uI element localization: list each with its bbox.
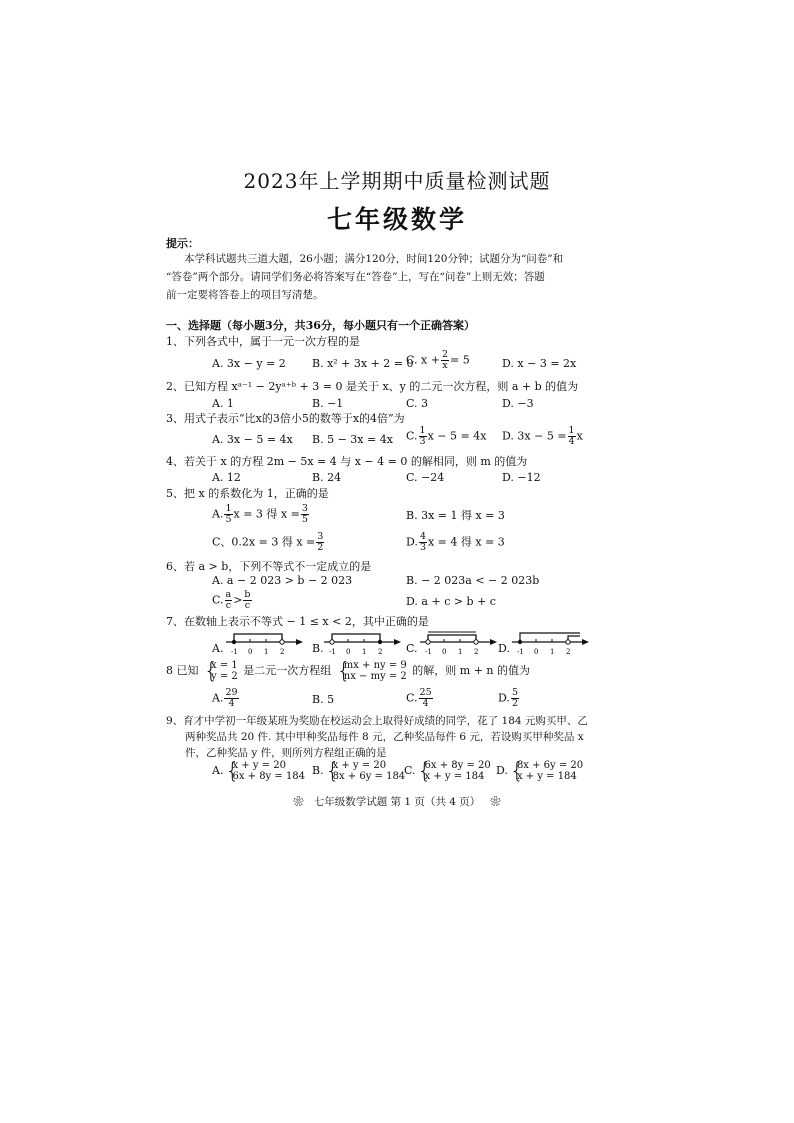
question-3-option-d: D. 3x − 5 = $\frac{1}{4}$ x	[502, 425, 583, 447]
question-2-stem: 2、已知方程 xᵃ⁻¹ − 2yᵃ⁺ᵇ + 3 = 0 是关于 x、y 的二元一次方程，则 a + b 的值为	[166, 380, 579, 393]
equation-system: { mx + ny = 9 nx − my = 2	[336, 659, 407, 684]
tick-label: -1	[517, 648, 524, 656]
solution-system: { x = 1 y = 2	[204, 659, 238, 684]
question-9-option-c: C. { 6x + 8y = 20 x + y = 184	[404, 759, 491, 784]
question-1-option-b: B. x² + 3x + 2 = 0	[312, 357, 414, 370]
tick-label: 1	[458, 648, 463, 656]
question-8-option-b: B. 5	[312, 693, 335, 706]
question-9-option-d: D. { 8x + 6y = 20 x + y = 184	[496, 759, 584, 784]
question-5-stem: 5、把 x 的系数化为 1，正确的是	[166, 487, 329, 500]
page-footer	[0, 794, 794, 809]
question-2-option-d: D. −3	[502, 397, 534, 410]
question-4-option-b: B. 24	[312, 471, 342, 484]
question-2-option-c: C. 3	[406, 397, 429, 410]
question-9-line-3: 件，乙种奖品 y 件，则所列方程组正确的是	[185, 747, 387, 759]
question-8-option-d: D. $\frac{5}{2}$	[498, 687, 518, 709]
tips-line-3: 前一定要将答卷上的项目写清楚。	[166, 289, 324, 301]
question-7-option-c: C.	[406, 642, 418, 655]
question-2-option-b: B. −1	[312, 397, 344, 410]
question-4-option-a: A. 12	[212, 471, 241, 484]
question-7-option-a: A.	[212, 642, 224, 655]
question-7-stem: 7、在数轴上表示不等式 − 1 ≤ x < 2，其中正确的是	[166, 615, 429, 628]
question-6-stem: 6、若 a > b，下列不等式不一定成立的是	[166, 560, 372, 573]
section-heading: 一、选择题（每小题3分，共36分，每小题只有一个正确答案）	[166, 319, 475, 332]
question-6-option-b: B. − 2 023a < − 2 023b	[406, 574, 540, 587]
question-4-stem: 4、若关于 x 的方程 2m − 5x = 4 与 x − 4 = 0 的解相同，则 m 的值为	[166, 455, 528, 468]
question-3-stem: 3、用式子表示“比x的3倍小5的数等于x的4倍”为	[166, 412, 405, 425]
tick-label: -1	[231, 648, 238, 656]
footer-text: 七年级数学试题 第 1 页（共 4 页）	[313, 796, 481, 808]
number-line-c	[418, 630, 498, 658]
question-1-stem: 1、下列各式中，属于一元一次方程的是	[166, 335, 360, 348]
question-7-option-b: B.	[312, 642, 324, 655]
question-6-option-c: C. $\frac{a}{c}$ > $\frac{b}{c}$	[212, 589, 251, 611]
tips-line-2: “答卷”两个部分。请同学们务必将答案写在“答卷”上，写在“问卷”上则无效；答题	[166, 271, 545, 283]
question-4-option-c: C. −24	[406, 471, 445, 484]
tick-label: -1	[425, 648, 432, 656]
question-6-option-d: D. a + c > b + c	[406, 595, 496, 608]
question-3-option-b: B. 5 − 3x = 4x	[312, 433, 393, 446]
question-8-stem: 8 已知 { x = 1 y = 2 是二元一次方程组 { mx + ny = 9 nx − my = 2 的解，则 m + n 的值为	[166, 659, 531, 684]
question-1-option-a: A. 3x − y = 2	[212, 357, 286, 370]
question-5-option-c: C、0.2x = 3 得 x = $\frac{3}{2}$	[212, 531, 324, 553]
exam-subject: 七年级数学	[326, 205, 467, 234]
question-8-option-a: A. $\frac{29}{4}$	[212, 687, 238, 709]
question-9-option-b: B. { x + y = 20 8x + 6y = 184	[312, 759, 406, 784]
tick-label: 1	[264, 648, 269, 656]
question-3-option-c: C. $\frac{1}{3}$ x − 5 = 4x	[406, 425, 487, 447]
question-5-option-d: D. $\frac{4}{3}$ x = 4 得 x = 3	[406, 531, 505, 553]
tick-label: -1	[329, 648, 336, 656]
tick-label: 2	[566, 648, 571, 656]
question-2-option-a: A. 1	[212, 397, 234, 410]
tick-label: 0	[534, 648, 539, 656]
question-9-line-1: 9、育才中学初一年级某班为奖励在校运动会上取得好成绩的同学，花了 184 元购买甲、乙	[166, 715, 588, 727]
question-9-option-a: A. { x + y = 20 6x + 8y = 184	[212, 759, 306, 784]
question-1-option-c: C. x + $\frac{2}{x}$ = 5	[406, 349, 470, 371]
question-5-option-b: B. 3x = 1 得 x = 3	[406, 509, 505, 522]
tick-label: 0	[248, 648, 253, 656]
question-1-option-d: D. x − 3 = 2x	[502, 357, 577, 370]
tick-label: 0	[442, 648, 447, 656]
question-4-option-d: D. −12	[502, 471, 541, 484]
number-line-a	[224, 630, 304, 658]
question-7-option-d: D.	[498, 642, 510, 655]
question-9-line-2: 两种奖品共 20 件. 其中甲种奖品每件 8 元，乙种奖品每件 6 元，若设购买甲种奖品 x	[185, 731, 584, 743]
footer-ornament-icon: ❀	[293, 796, 304, 808]
tick-label: 1	[362, 648, 367, 656]
exam-title: 2023年上学期期中质量检测试题	[243, 169, 551, 193]
tick-label: 2	[378, 648, 383, 656]
number-line-d	[510, 630, 590, 658]
number-line-b	[322, 630, 402, 658]
tick-label: 1	[550, 648, 555, 656]
tick-label: 2	[280, 648, 285, 656]
footer-ornament-icon: ❀	[490, 796, 501, 808]
tick-label: 0	[346, 648, 351, 656]
question-6-option-a: A. a − 2 023 > b − 2 023	[212, 574, 353, 587]
question-5-option-a: A. $\frac{1}{5}$ x = 3 得 x = $\frac{3}{5}$	[212, 503, 308, 525]
tips-label: 提示：	[166, 237, 199, 250]
question-3-option-a: A. 3x − 5 = 4x	[212, 433, 293, 446]
tick-label: 2	[474, 648, 479, 656]
tips-line-1: 本学科试题共三道大题，26小题；满分120分，时间120分钟；试题分为“问卷”和	[184, 253, 564, 265]
question-8-option-c: C. $\frac{25}{4}$	[406, 687, 432, 709]
